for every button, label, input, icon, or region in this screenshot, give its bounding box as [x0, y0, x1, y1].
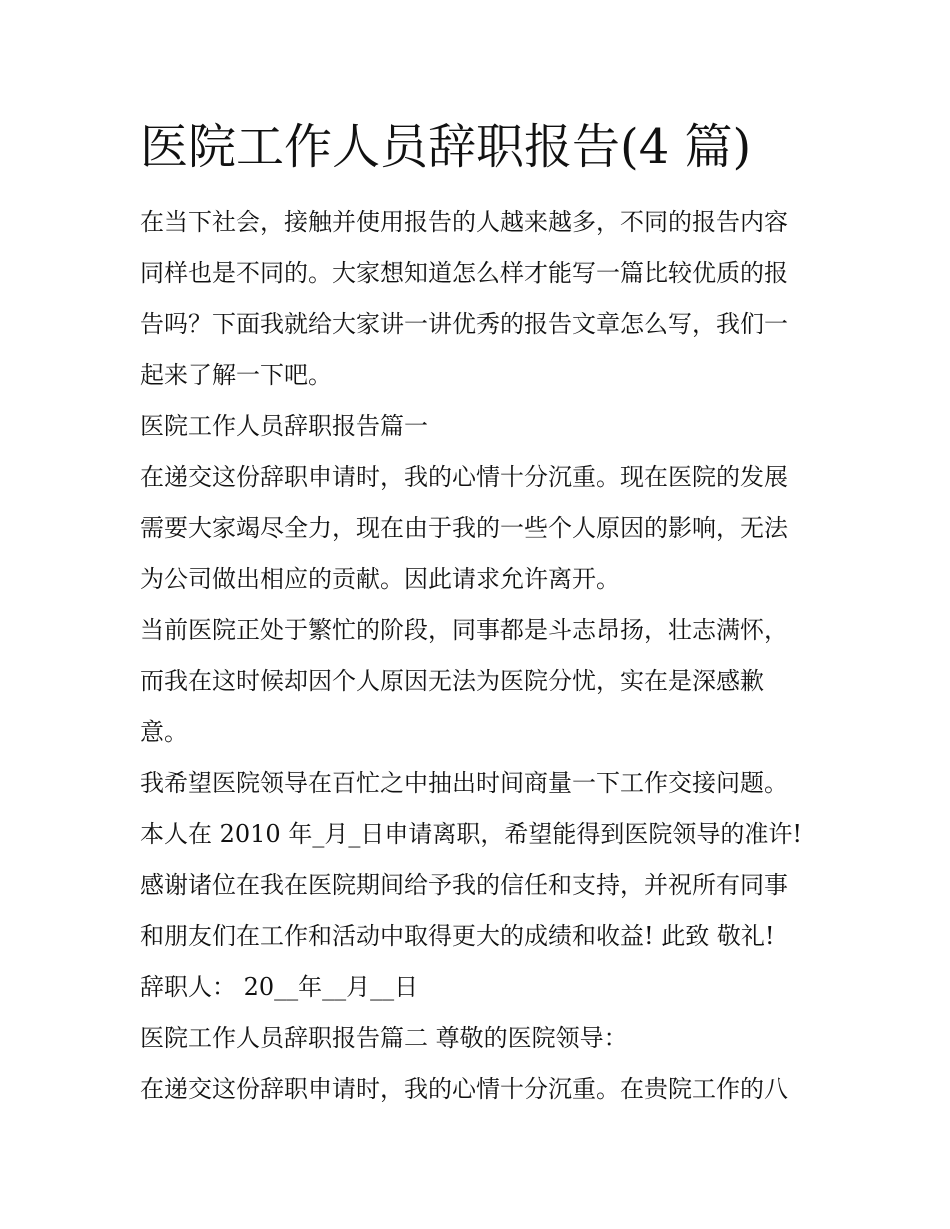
section-heading: 医院工作人员辞职报告篇二 尊敬的医院领导： — [140, 1024, 628, 1052]
section-heading: 医院工作人员辞职报告篇一 — [140, 412, 428, 440]
text-line: 意。 — [140, 718, 188, 746]
document-title: 医院工作人员辞职报告(4 篇) — [140, 119, 752, 175]
text-line: 在递交这份辞职申请时，我的心情十分沉重。现在医院的发展 — [140, 463, 788, 491]
text-line: 同样也是不同的。大家想知道怎么样才能写一篇比较优质的报 — [140, 259, 788, 287]
text-line: 我希望医院领导在百忙之中抽出时间商量一下工作交接问题。 — [140, 769, 788, 797]
text-line: 和朋友们在工作和活动中取得更大的成绩和收益! 此致 敬礼! — [140, 922, 775, 950]
text-line: 而我在这时候却因个人原因无法为医院分忧，实在是深感歉 — [140, 667, 764, 695]
text-line: 起来了解一下吧。 — [140, 361, 332, 389]
signature-line: 辞职人： 20__年__月__日 — [140, 973, 419, 1001]
text-line: 感谢诸位在我在医院期间给予我的信任和支持，并祝所有同事 — [140, 871, 788, 899]
text-line: 为公司做出相应的贡献。因此请求允许离开。 — [140, 565, 620, 593]
document-body — [140, 197, 815, 1115]
text-line: 在递交这份辞职申请时，我的心情十分沉重。在贵院工作的八 — [140, 1075, 788, 1103]
text-line: 需要大家竭尽全力，现在由于我的一些个人原因的影响，无法 — [140, 514, 788, 542]
text-line: 当前医院正处于繁忙的阶段，同事都是斗志昂扬，壮志满怀， — [140, 616, 788, 644]
text-line: 告吗？下面我就给大家讲一讲优秀的报告文章怎么写，我们一 — [140, 310, 788, 338]
text-line: 在当下社会，接触并使用报告的人越来越多，不同的报告内容 — [140, 208, 788, 236]
text-line: 本人在 2010 年_月_日申请离职，希望能得到医院领导的准许! — [140, 820, 802, 848]
